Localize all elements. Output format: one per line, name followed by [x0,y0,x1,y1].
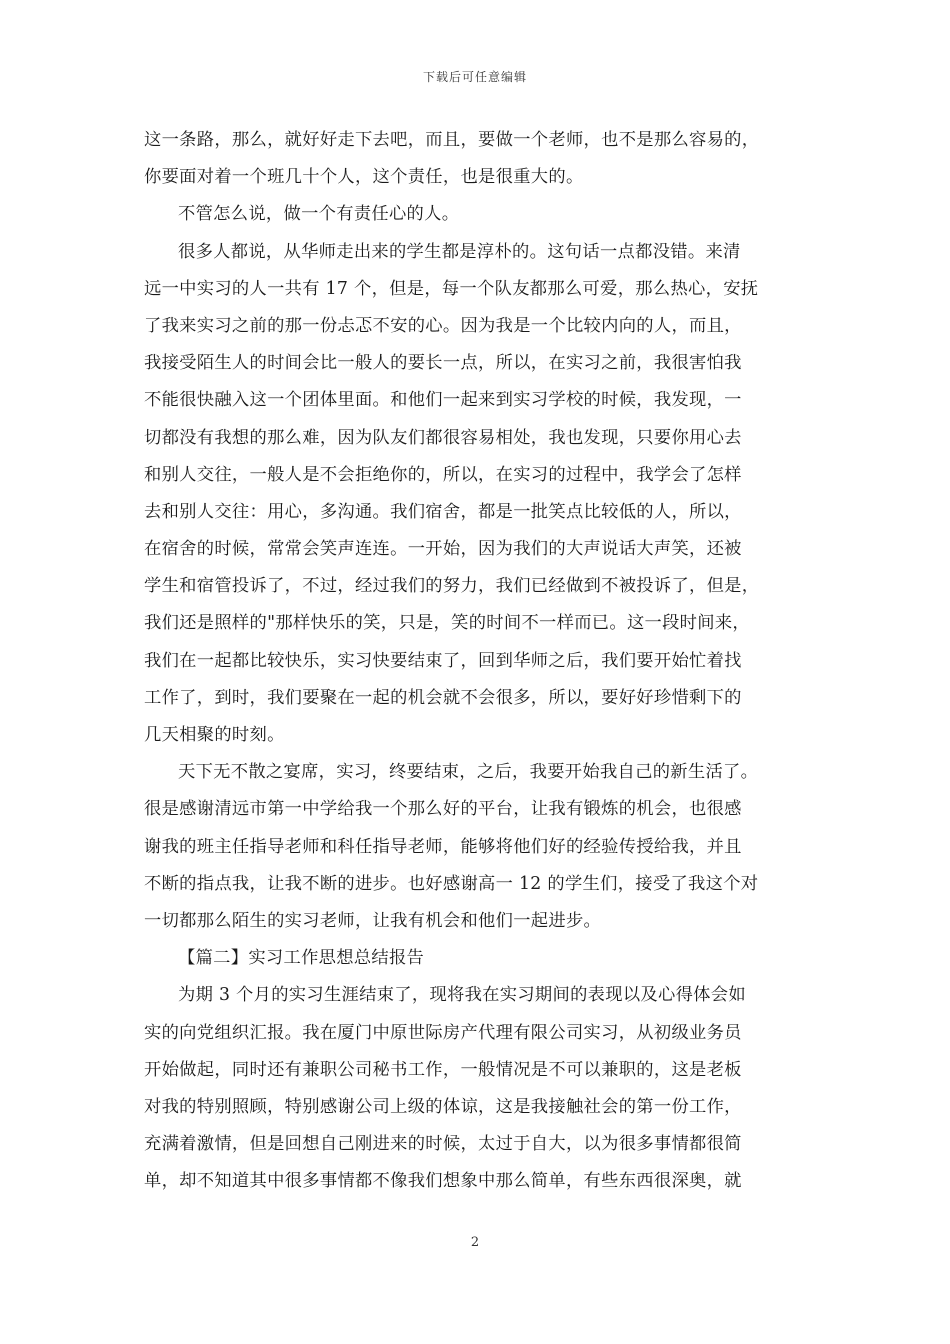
text-line: 我们在一起都比较快乐，实习快要结束了，回到华师之后，我们要开始忙着找 [144,650,742,671]
text-line: 很是感谢清远市第一中学给我一个那么好的平台，让我有锻炼的机会，也很感 [144,799,742,820]
text-line: 学生和宿管投诉了，不过，经过我们的努力，我们已经做到不被投诉了，但是， [144,576,760,597]
document-body [144,122,806,1200]
text-line: 我们还是照样的"那样快乐的笑，只是，笑的时间不一样而已。这一段时间来， [144,613,751,634]
text-line: 在宿舍的时候，常常会笑声连连。一开始，因为我们的大声说话大声笑，还被 [144,539,742,560]
text-line: 去和别人交往：用心，多沟通。我们宿舍，都是一批笑点比较低的人，所以， [144,501,742,522]
text-line: 切都没有我想的那么难，因为队友们都很容易相处，我也发现，只要你用心去 [144,427,742,448]
text-line: 这一条路，那么，就好好走下去吧，而且，要做一个老师，也不是那么容易的， [144,130,760,150]
text-line: 不能很快融入这一个团体里面。和他们一起来到实习学校的时候，我发现，一 [144,390,742,411]
text-line: 和别人交往，一般人是不会拒绝你的，所以，在实习的过程中，我学会了怎样 [144,464,742,485]
text-line: 我接受陌生人的时间会比一般人的要长一点，所以，在实习之前，我很害怕我 [144,353,742,374]
page-number: 2 [470,1235,480,1250]
text-line: 充满着激情，但是回想自己刚进来的时候，太过于自大，以为很多事情都很简 [144,1134,742,1155]
text-line: 不断的指点我，让我不断的进步。也好感谢高一 12 的学生们，接受了我这个对 [144,873,759,894]
text-line: 实的向党组织汇报。我在厦门中原世际房产代理有限公司实习，从初级业务员 [144,1022,742,1043]
paragraph-start-line: 很多人都说，从华师走出来的学生都是淳朴的。这句话一点都没错。来清 [178,241,741,262]
section-heading: 【篇二】实习工作思想总结报告 [178,948,425,969]
text-line: 开始做起，同时还有兼职公司秘书工作，一般情况是不可以兼职的，这是老板 [144,1059,742,1080]
paragraph-start-line: 为期 3 个月的实习生涯结束了，现将我在实习期间的表现以及心得体会如 [178,985,746,1006]
text-line: 远一中实习的人一共有 17 个，但是，每一个队友都那么可爱，那么热心，安抚 [144,278,759,299]
text-line: 对我的特别照顾，特别感谢公司上级的体谅，这是我接触社会的第一份工作， [144,1096,742,1117]
text-line: 了我来实习之前的那一份忐忑不安的心。因为我是一个比较内向的人，而且， [144,315,742,336]
text-line: 一切都那么陌生的实习老师，让我有机会和他们一起进步。 [144,910,602,931]
text-line: 谢我的班主任指导老师和科任指导老师，能够将他们好的经验传授给我，并且 [144,836,742,857]
text-line: 工作了，到时，我们要聚在一起的机会就不会很多，所以，要好好珍惜剩下的 [144,687,742,708]
text-line: 几天相聚的时刻。 [144,725,285,745]
paragraph-start-line: 不管怎么说，做一个有责任心的人。 [178,204,460,225]
header-note: 下载后可任意编辑 [422,70,527,84]
text-line: 单，却不知道其中很多事情都不像我们想象中那么简单，有些东西很深奥，就 [144,1171,742,1192]
text-line: 你要面对着一个班几十个人，这个责任，也是很重大的。 [144,167,584,188]
paragraph-start-line: 天下无不散之宴席，实习，终要结束，之后，我要开始我自己的新生活了。 [178,762,759,783]
